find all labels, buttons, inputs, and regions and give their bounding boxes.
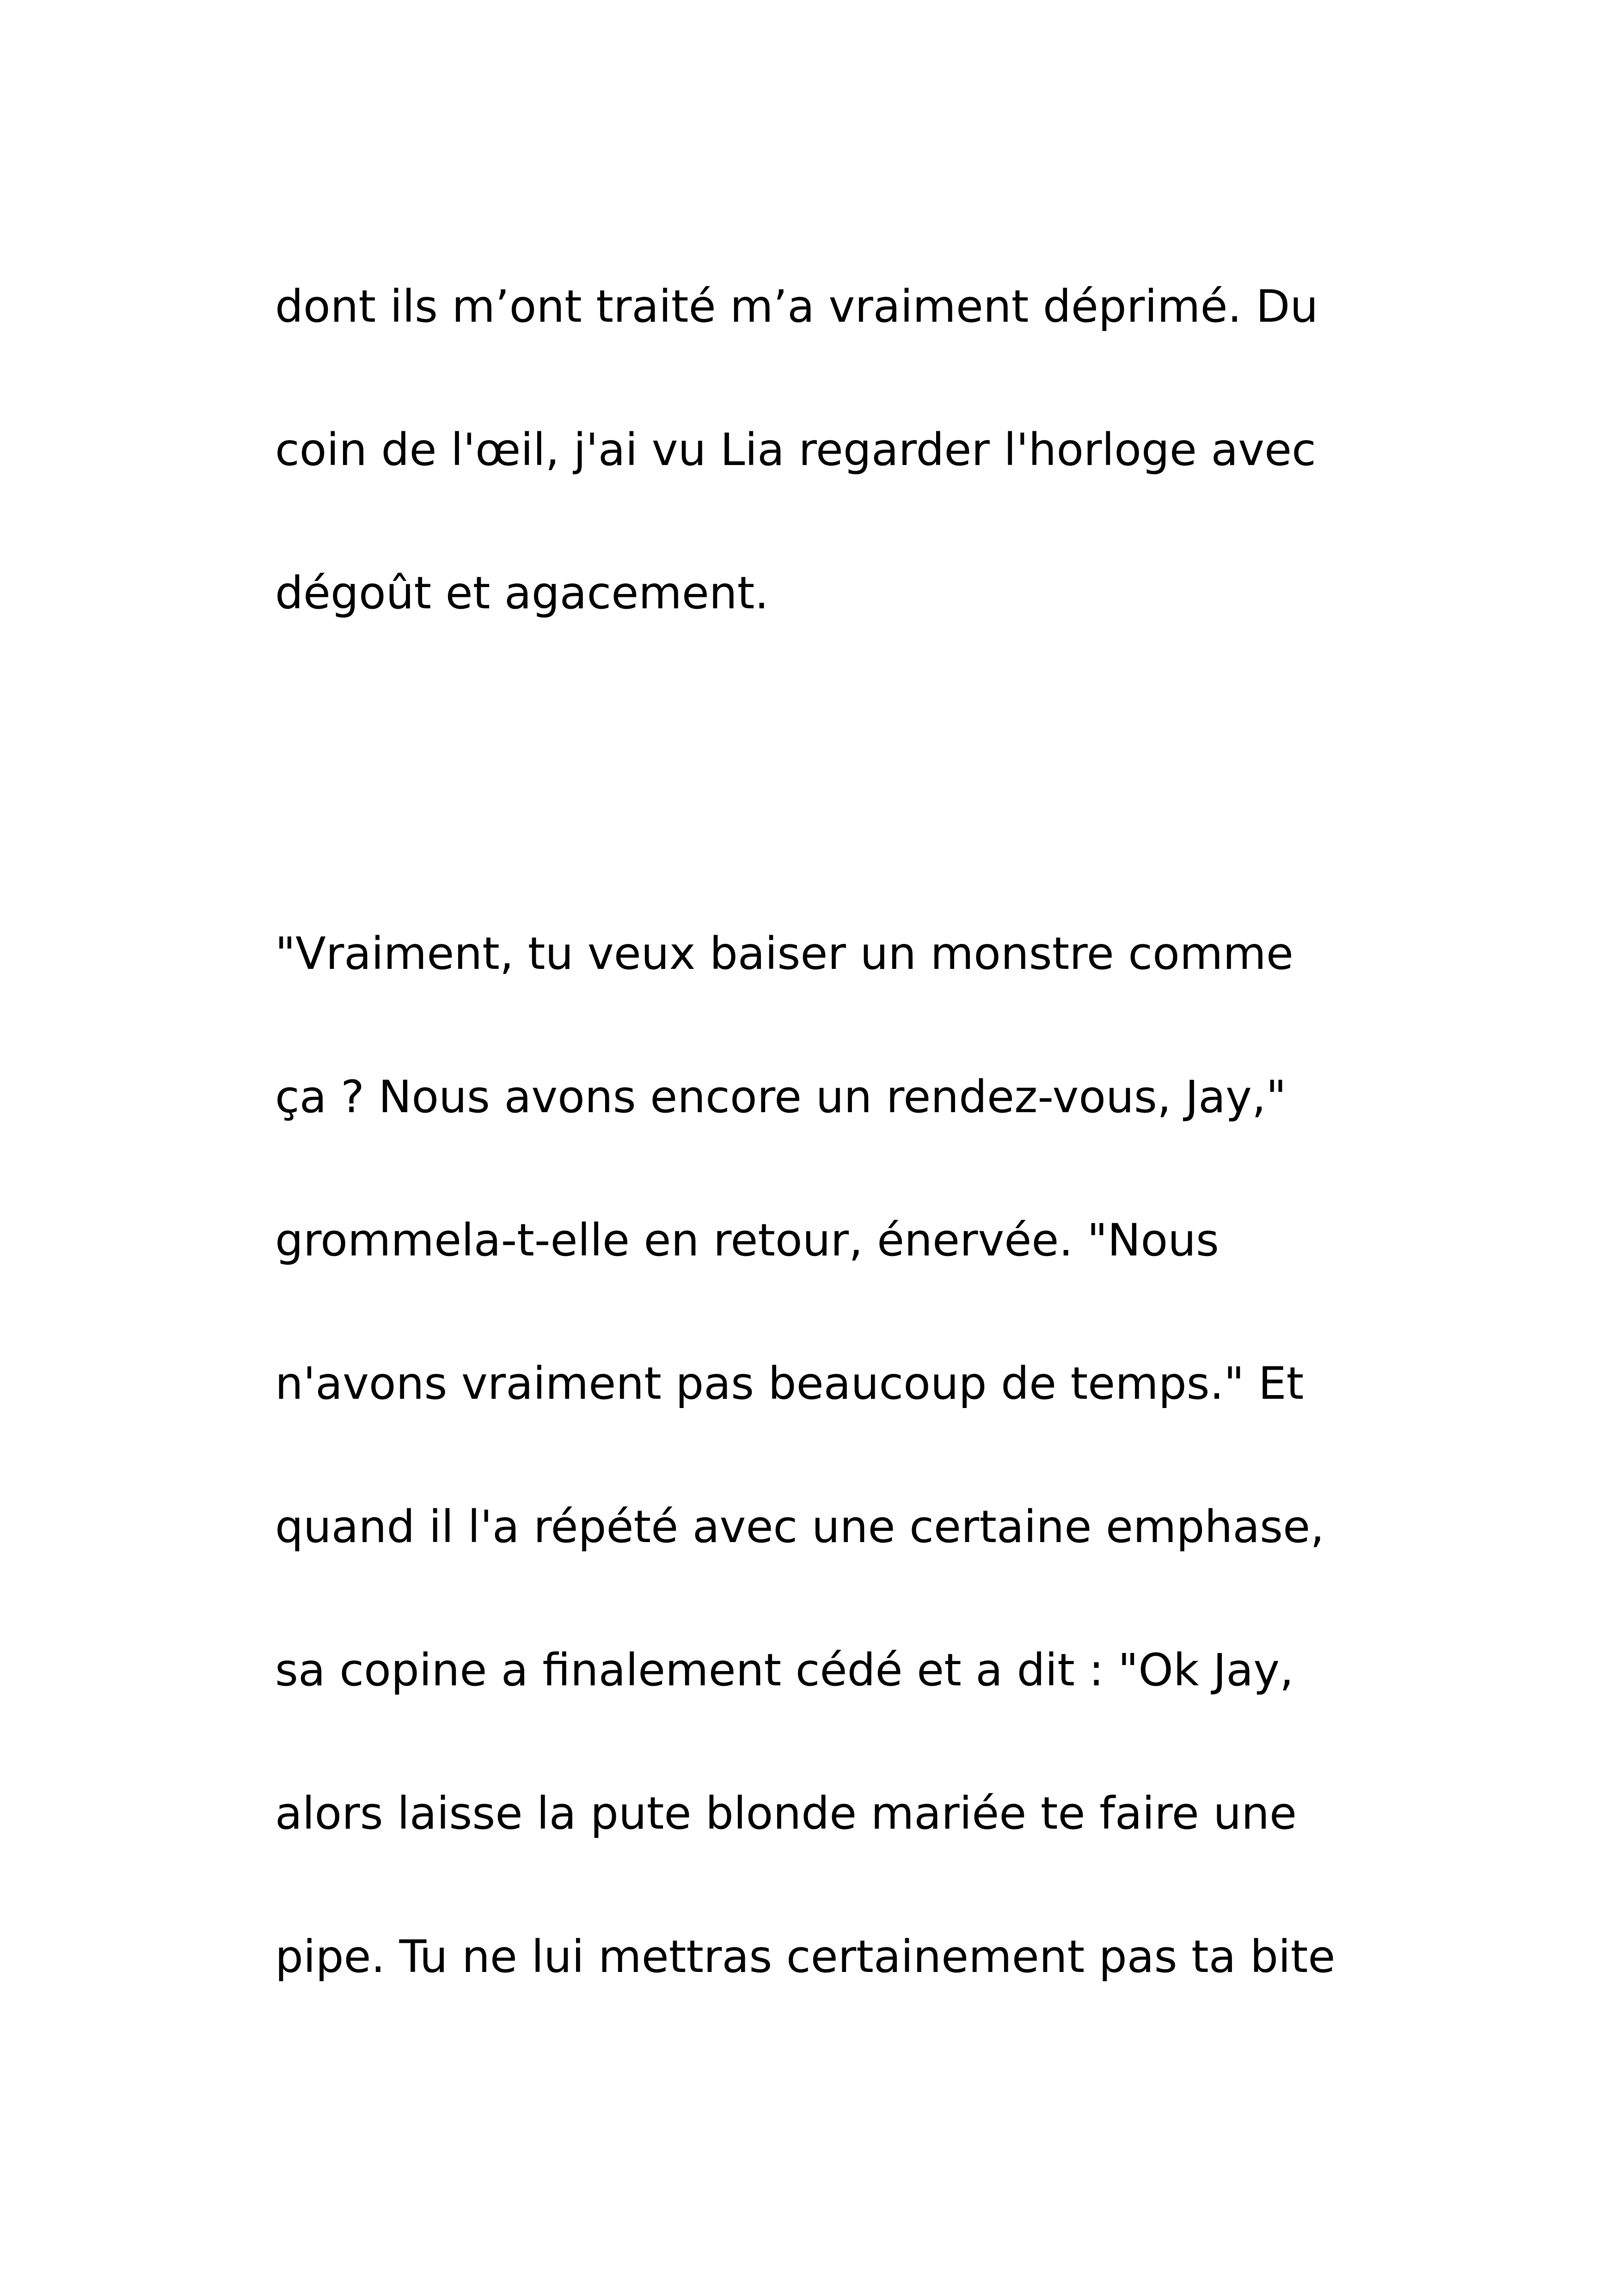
text-line: sa copine a finalement cédé et a dit : "Ok Jay, (275, 1644, 1294, 1696)
text-line: grommela-t-elle en retour, énervée. "Nous (275, 1214, 1220, 1266)
text-line: dégoût et agacement. (275, 567, 769, 619)
text-line: dont ils m’ont traité m’a vraiment déprimé. Du (275, 281, 1318, 332)
text-line: coin de l'œil, j'ai vu Lia regarder l'horloge avec (275, 424, 1316, 476)
text-line: "Vraiment, tu veux baiser un monstre comme (275, 928, 1293, 980)
text-line: pipe. Tu ne lui mettras certainement pas ta bite (275, 1931, 1336, 1983)
text-line: ça ? Nous avons encore un rendez-vous, Jay," (275, 1071, 1287, 1123)
text-line: quand il l'a répété avec une certaine emphase, (275, 1501, 1324, 1553)
text-line: alors laisse la pute blonde mariée te faire une (275, 1788, 1297, 1839)
text-line: n'avons vraiment pas beaucoup de temps." Et (275, 1358, 1304, 1409)
